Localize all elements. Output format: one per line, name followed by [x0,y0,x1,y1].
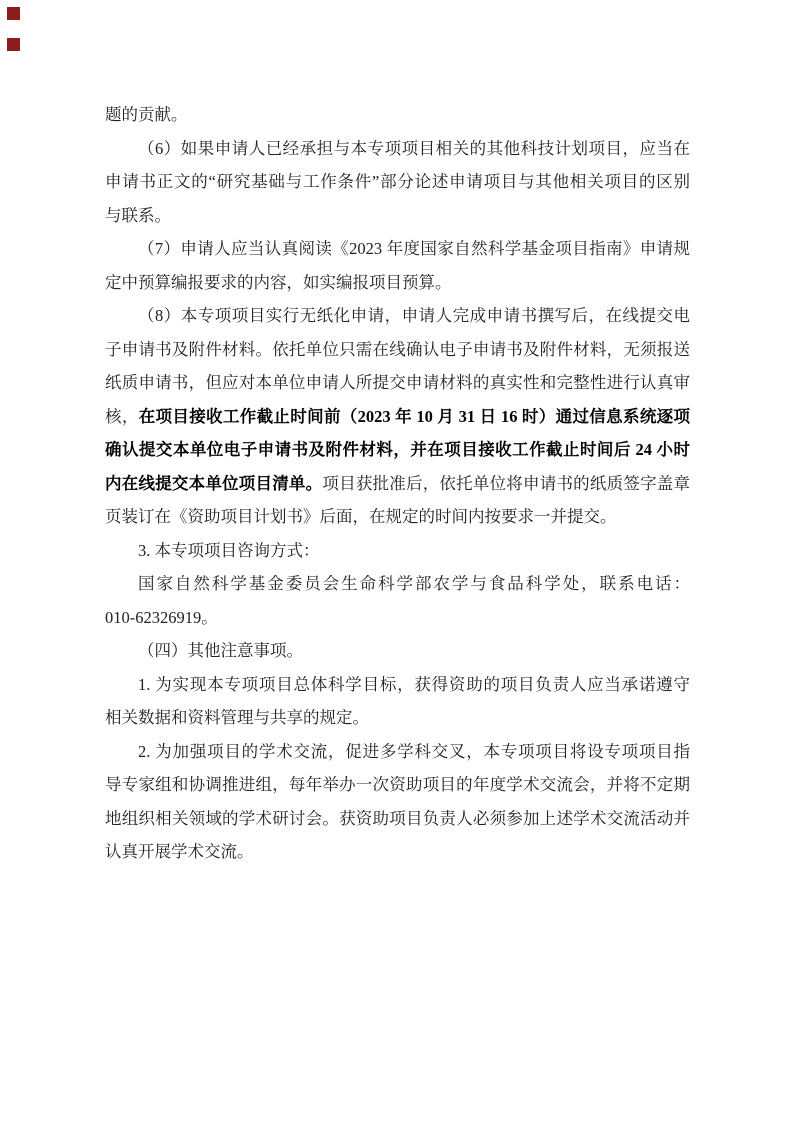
text-line [105,98,690,132]
red-square-marker-bottom [7,38,20,51]
text-line [105,366,690,400]
text-line [105,668,690,702]
bold-text-segment: 确认提交本单位电子申请书及附件材料，并在项目接收工作截止时间后 24 小时 [105,440,690,459]
text-segment: 项目获批准后，依托单位将申请书的纸质签字盖章 [322,473,690,493]
text-line [105,299,690,333]
red-square-marker-top [7,7,20,20]
text-line [105,165,690,199]
text-line [105,534,690,568]
text-segment: 纸质申请书，但应对本单位申请人所提交申请材料的真实性和完整性进行认真审 [105,373,690,392]
text-line [105,634,690,668]
text-segment: （8）本专项项目实行无纸化申请，申请人完成申请书撰写后，在线提交电 [138,306,690,325]
text-line [105,266,690,300]
text-line [105,701,690,735]
text-line [105,567,690,601]
text-segment: 认真开展学术交流。 [105,842,254,861]
text-line [105,735,690,769]
text-segment: 2. 为加强项目的学术交流，促进多学科交叉，本专项项目将设专项项目指 [138,741,690,761]
text-segment: 题的贡献。 [105,105,188,124]
text-line [105,768,690,802]
text-segment: 页装订在《资助项目计划书》后面，在规定的时间内按要求一并提交。 [105,507,617,526]
text-line [105,500,690,534]
text-segment: 相关数据和资料管理与共享的规定。 [105,708,369,727]
text-segment: 申请书正文的“研究基础与工作条件”部分论述申请项目与其他相关项目的区别 [105,172,690,191]
text-line [105,835,690,869]
text-segment: （四）其他注意事项。 [138,641,303,660]
text-line [105,400,690,434]
text-segment: 地组织相关领域的学术研讨会。获资助项目负责人必须参加上述学术交流活动并 [105,808,690,828]
text-line [105,433,690,467]
text-line [105,199,690,233]
text-segment: 与联系。 [105,205,171,225]
text-line [105,802,690,836]
text-segment: 子申请书及附件材料。依托单位只需在线确认电子申请书及附件材料，无须报送 [105,339,690,359]
text-line [105,467,690,501]
text-segment: （6）如果申请人已经承担与本专项项目相关的其他科技计划项目，应当在 [138,138,690,158]
text-line [105,132,690,166]
text-segment: 1. 为实现本专项项目总体科学目标，获得资助的项目负责人应当承诺遵守 [138,674,690,694]
text-segment: 核， [105,406,139,426]
text-segment: 国家自然科学基金委员会生命科学部农学与食品科学处，联系电话： [138,574,690,593]
text-line [105,333,690,367]
document-body [105,98,690,869]
text-segment: 010-62326919。 [105,607,218,627]
text-line [105,601,690,635]
bold-text-segment: 内在线提交本单位项目清单。 [105,473,323,493]
text-line [105,232,690,266]
text-segment: 3. 本专项项目咨询方式： [138,540,320,560]
text-segment: （7）申请人应当认真阅读《2023 年度国家自然科学基金项目指南》申请规 [138,239,690,258]
bold-text-segment: 在项目接收工作截止时间前（2023 年 10 月 31 日 16 时）通过信息系统逐项 [138,406,690,426]
text-segment: 定中预算编报要求的内容，如实编报项目预算。 [105,272,452,292]
text-segment: 导专家组和协调推进组，每年举办一次资助项目的年度学术交流会，并将不定期 [105,775,690,794]
